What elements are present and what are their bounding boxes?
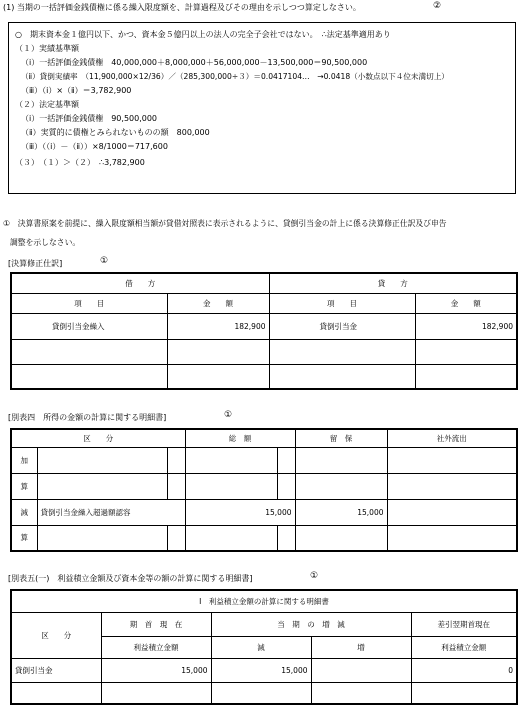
score-mark: ① [224, 410, 233, 420]
empty-cell [37, 473, 167, 499]
empty-cell [269, 339, 415, 364]
empty-cell [415, 339, 517, 364]
journal-label: [決算修正仕訳] [8, 259, 63, 268]
empty-cell [167, 447, 185, 473]
decrease-header: 減 [211, 636, 311, 658]
score-mark: ① [100, 256, 109, 266]
empty-cell [167, 525, 185, 551]
empty-cell [387, 473, 517, 499]
question-1-heading: (1) 当期の一括評価金銭債権に係る繰入限度額を、計算過程及びその理由を示しつつ算定しなさい。 [3, 3, 361, 12]
empty-cell [311, 658, 411, 682]
empty-cell [387, 525, 517, 551]
question-2-instruction: ① 決算書原案を前提に、繰入限度額相当額が貸借対照表に表示されるように、貸倒引当金の計上に係る決算修正仕訳及び申告 [3, 219, 447, 228]
empty-cell [11, 682, 101, 704]
credit-item: 貸倒引当金 [269, 313, 415, 339]
debit-header: 借 方 [11, 273, 269, 293]
section-title: Ⅰ 利益積立金額の計算に関する明細書 [11, 590, 517, 612]
empty-cell [269, 364, 415, 389]
score-mark: ② [433, 1, 442, 11]
category-header: 区 分 [11, 612, 101, 658]
category-header: 区 分 [11, 429, 185, 447]
debit-item-header: 項 目 [11, 293, 167, 313]
schedule5-table [10, 589, 518, 705]
end-header: 差引翌期首現在 [411, 612, 517, 636]
empty-cell [387, 499, 517, 525]
begin-header: 期 首 現 在 [101, 612, 211, 636]
calc-line: （３） （１）＞（２） ∴3,782,900 [15, 158, 145, 167]
schedule5-label: [別表五(一) 利益積立金額及び資本金等の額の計算に関する明細書] [8, 574, 253, 583]
credit-header: 貸 方 [269, 273, 517, 293]
deduction-label: 減 [11, 499, 37, 525]
calculation-box [8, 22, 516, 194]
credit-amount: 182,900 [415, 313, 517, 339]
empty-cell [11, 339, 167, 364]
empty-cell [387, 447, 517, 473]
calc-line: （ⅲ）（ⅰ）×（ⅱ）＝3,782,900 [21, 86, 132, 95]
begin-header-2: 利益積立金額 [101, 636, 211, 658]
credit-amount-header: 金 額 [415, 293, 517, 313]
calc-line: （２）法定基準額 [15, 100, 79, 109]
empty-cell [37, 447, 167, 473]
calc-line: （１）実績基準額 [15, 44, 79, 53]
row-decrease: 15,000 [211, 658, 311, 682]
increase-header: 増 [311, 636, 411, 658]
empty-cell [167, 364, 269, 389]
credit-item-header: 項 目 [269, 293, 415, 313]
empty-cell [185, 525, 277, 551]
deduction-retained: 15,000 [295, 499, 387, 525]
end-header-2: 利益積立金額 [411, 636, 517, 658]
row-end: 0 [411, 658, 517, 682]
calc-line: （ⅰ）一括評価金銭債権 40,000,000＋8,000,000＋56,000,000－13,500,000＝90,500,000 [21, 58, 368, 67]
empty-cell [11, 364, 167, 389]
row-begin: 15,000 [101, 658, 211, 682]
empty-cell [295, 525, 387, 551]
empty-cell [185, 473, 277, 499]
empty-cell [185, 447, 277, 473]
journal-table [10, 272, 518, 390]
empty-cell [101, 682, 211, 704]
deduction-item: 貸倒引当金繰入超過額認容 [37, 499, 185, 525]
change-header: 当 期 の 増 減 [211, 612, 411, 636]
empty-cell [277, 525, 295, 551]
debit-item: 貸倒引当金繰入 [11, 313, 167, 339]
schedule4-label: [別表四 所得の金額の計算に関する明細書] [8, 413, 167, 422]
question-2-instruction-cont: 調整を示しなさい。 [10, 238, 81, 247]
empty-cell [277, 447, 295, 473]
calc-line: （ⅰ）一括評価金銭債権 90,500,000 [21, 114, 158, 123]
empty-cell [167, 473, 185, 499]
calc-line: （ⅱ）実質的に債権とみられないものの額 800,000 [21, 128, 210, 137]
empty-cell [411, 682, 517, 704]
score-mark: ① [310, 571, 319, 581]
deduction-total: 15,000 [185, 499, 295, 525]
empty-cell [277, 473, 295, 499]
addition-label: 加 [11, 447, 37, 473]
empty-cell [167, 339, 269, 364]
addition-label: 算 [11, 473, 37, 499]
row-item: 貸倒引当金 [11, 658, 101, 682]
total-header: 総 額 [185, 429, 295, 447]
deduction-label: 算 [11, 525, 37, 551]
empty-cell [415, 364, 517, 389]
empty-cell [295, 473, 387, 499]
empty-cell [211, 682, 311, 704]
empty-cell [37, 525, 167, 551]
calc-line: （ⅲ）（（ⅰ）－（ⅱ））×8/1000＝717,600 [21, 142, 168, 151]
debit-amount-header: 金 額 [167, 293, 269, 313]
retained-header: 留 保 [295, 429, 387, 447]
debit-amount: 182,900 [167, 313, 269, 339]
empty-cell [295, 447, 387, 473]
schedule4-table [10, 428, 518, 552]
outflow-header: 社外流出 [387, 429, 517, 447]
calc-line: ○ 期末資本金１億円以下、かつ、資本金５億円以上の法人の完全子会社ではない。 ∴法定基準適用あり [15, 30, 391, 39]
empty-cell [311, 682, 411, 704]
calc-line: （ⅱ）貸倒実績率 （11,900,000×12/36）／（285,300,000÷３）＝0.0417104… →0.0418（小数点以下４位未満切上） [21, 72, 449, 81]
